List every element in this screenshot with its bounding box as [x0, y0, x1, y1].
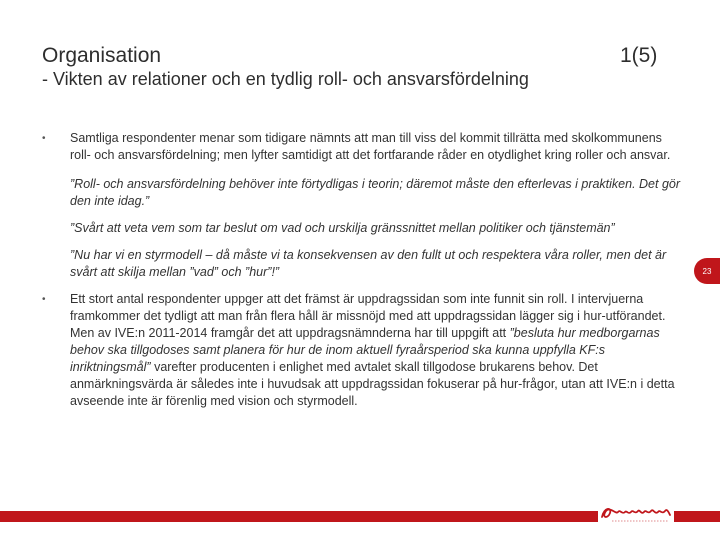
- bullet-text: varefter producenten i enlighet med avtalet skall tillgodose brukarens behov. Det anmärkningsvärda är således inte i huvudsak att uppdragssidan fokuserar på hur-frågor, utan att IVE:n i detta avseende inte är förenlig med vision och styrmodell.: [70, 360, 675, 408]
- bullet-icon: •: [42, 133, 46, 144]
- bullet-item: [42, 130, 682, 164]
- slide-title: Organisation: [42, 44, 162, 67]
- page-indicator: 1(5): [620, 44, 658, 67]
- slide-subtitle: - Vikten av relationer och en tydlig roll- och ansvarsfördelning: [42, 69, 529, 89]
- bullet-italic-quote: ”besluta hur medborgarnas behov ska tillgodoses samt planera för hur de inom aktuell fyraårsperiod ska kunna uppfylla KF:s inriktningsmål”: [70, 326, 660, 374]
- company-logo: [598, 503, 674, 525]
- bullet-item: [42, 291, 682, 410]
- quote: ”Roll- och ansvarsfördelning behöver inte förtydligas i teorin; däremot måste den efterlevas i praktiken. Det gör den inte idag.”: [70, 177, 681, 208]
- bullet-text: Samtliga respondenter menar som tidigare nämnts att man till viss del kommit tillrätta med skolkommunens roll- och ansvarsfördelning; men lyfter samtidigt att det fortfarande råder en otydlighet kring roller och ansvar.: [70, 131, 671, 162]
- bullet-text: Ett stort antal respondenter uppger att det främst är uppdragssidan som inte funnit sin roll. I intervjuerna framkommer det tydligt att man från flera håll är missnöjd med att uppdragssidan lägger sig i hur-utförandet. Men av IVE:n 2011-2014 framgår det att uppdragsnämnderna har till uppgift att: [70, 292, 666, 340]
- quote: ”Nu har vi en styrmodell – då måste vi ta konsekvensen av den fullt ut och respektera våra roller, men det är svårt att skilja mellan ”vad” och ”hur”!”: [70, 248, 667, 279]
- bullet-icon: •: [42, 294, 46, 305]
- quote: ”Svårt att veta vem som tar beslut om vad och urskilja gränssnittet mellan politiker och tjänstemän”: [70, 221, 615, 235]
- slide-number-tab: 23: [694, 258, 720, 284]
- slide-body: [42, 130, 682, 424]
